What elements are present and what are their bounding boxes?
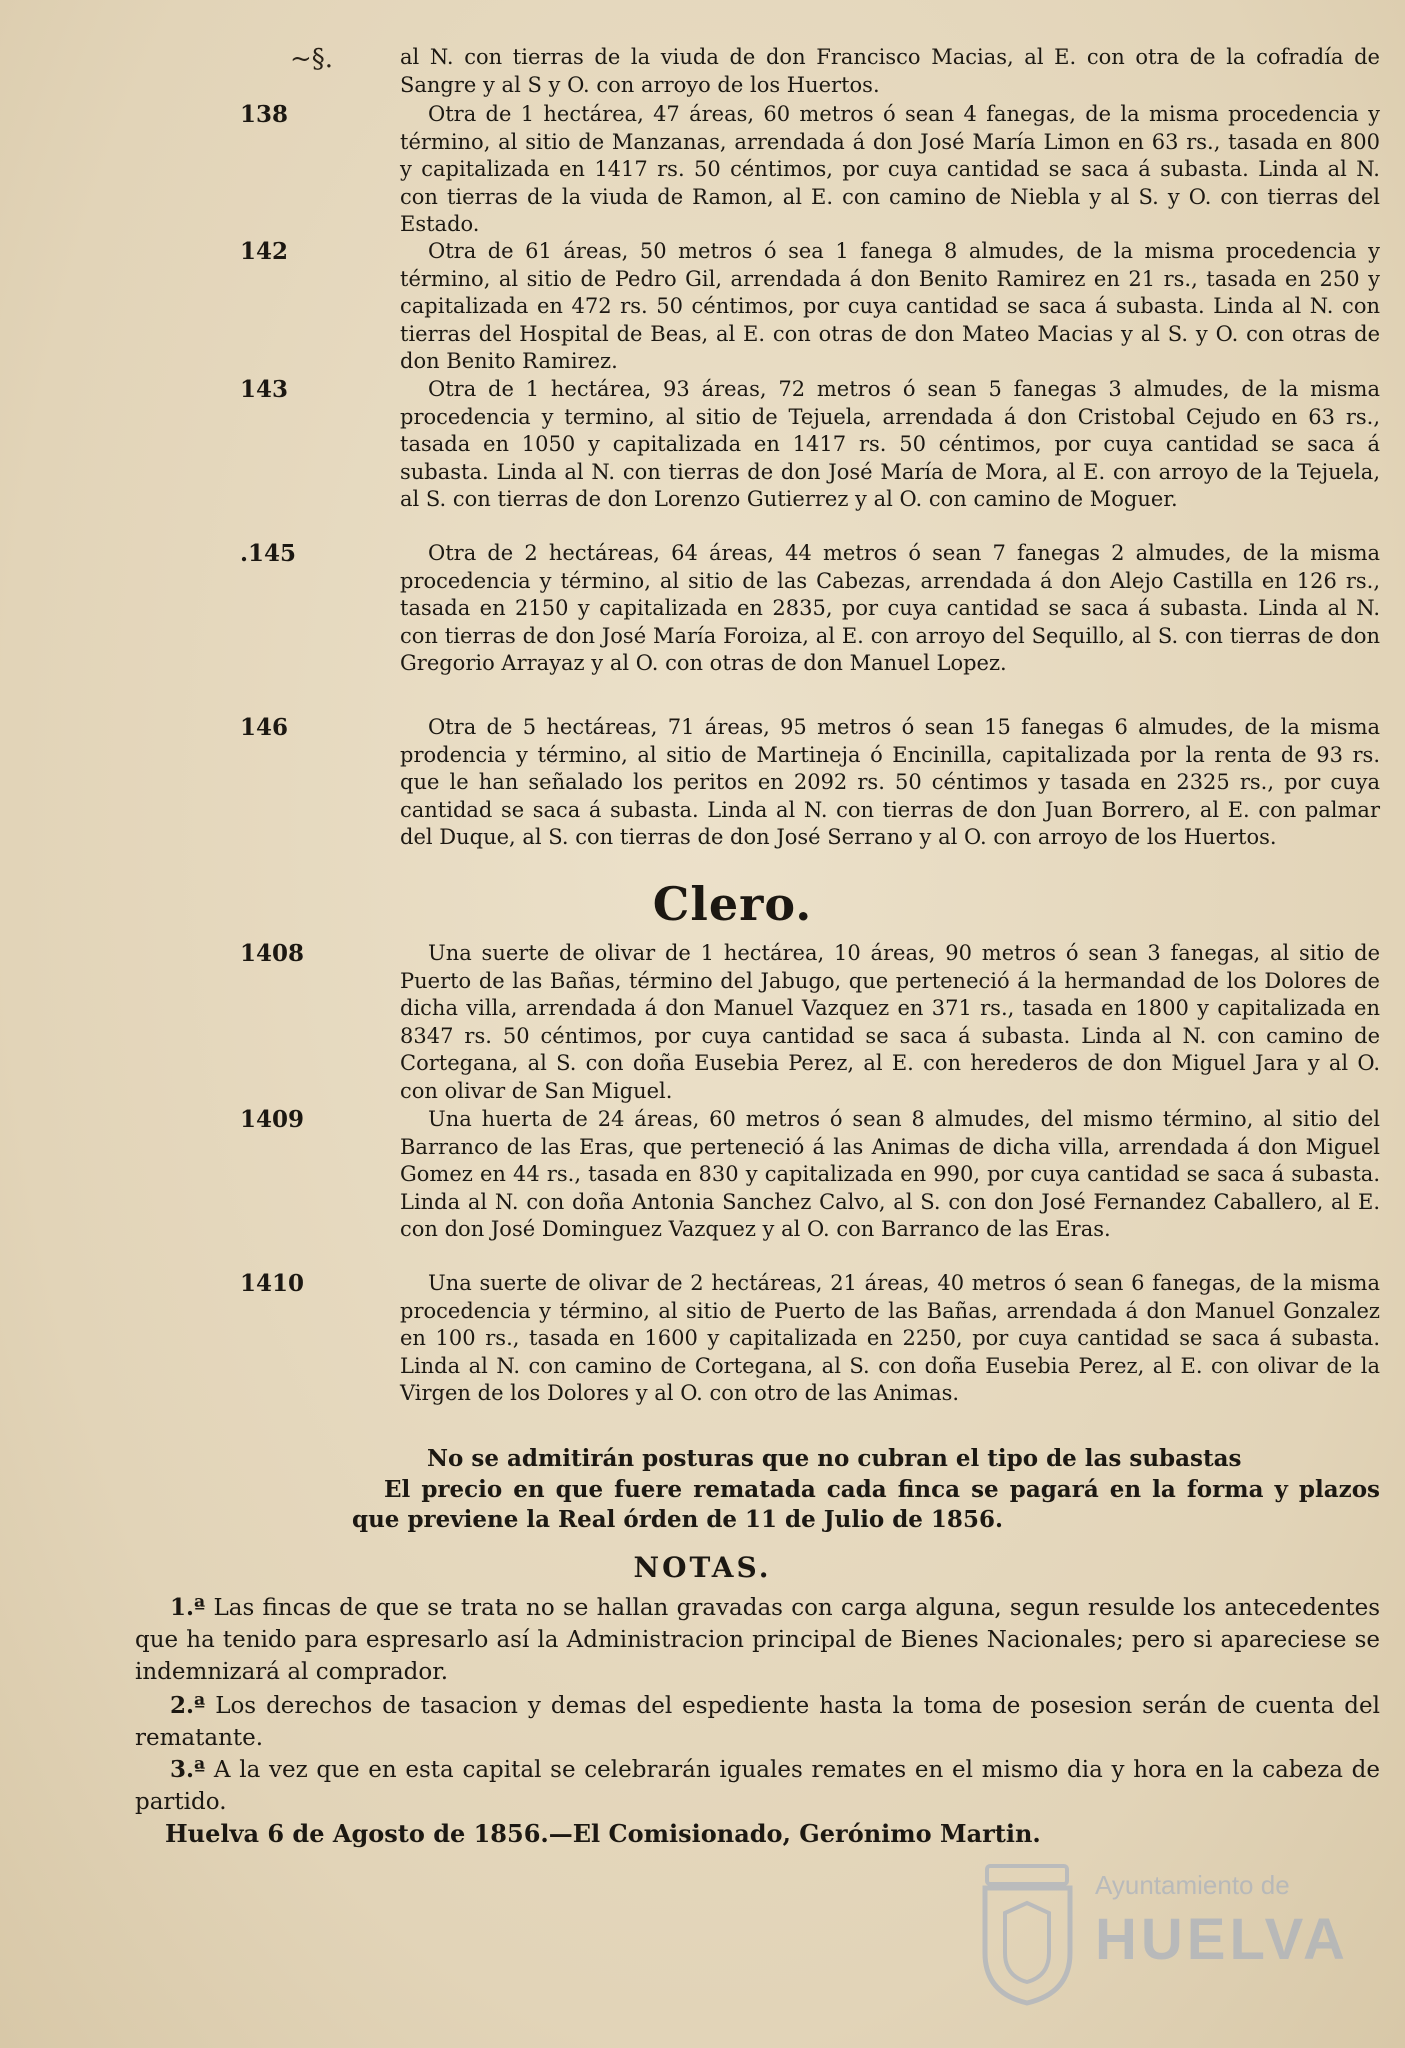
note-1 — [135, 1592, 1380, 1688]
note-2 — [135, 1690, 1380, 1754]
note-number: 3.ª — [170, 1756, 206, 1783]
note-text: Los derechos de tasacion y demas del espediente hasta la toma de posesion serán de cuenta del rematante. — [135, 1693, 1380, 1751]
note-text: Las fincas de que se trata no se hallan gravadas con carga alguna, segun resulde los antecedentes que ha tenido para espresarlo así la Administracion principal de Bienes Nacionales; pero si apareciese se indemnizará al comprador. — [135, 1595, 1381, 1685]
entry-number: 146 — [240, 714, 289, 741]
entry-text: Otra de 61 áreas, 50 metros ó sea 1 fanega 8 almudes, de la misma procedencia y término, al sitio de Pedro Gil, arrendada á don Benito Ramirez en 21 rs., tasada en 250 y capitalizada en 472 rs. 50 céntimos, por cuya cantidad se saca á subasta. Linda al N. con tierras del Hospital de Beas, al E. con otras de don Mateo Macias y al S. y O. con otras de don Benito Ramirez. — [400, 239, 1380, 373]
watermark-big-text: HUELVA — [1095, 1907, 1349, 1972]
note-number: 2.ª — [170, 1692, 206, 1719]
entry-138 — [240, 101, 1380, 239]
entry-number: 143 — [240, 376, 289, 403]
notes-title: NOTAS. — [633, 1551, 772, 1584]
entry-143 — [240, 376, 1380, 514]
entry-number: 1409 — [240, 1106, 305, 1133]
note-text: A la vez que en esta capital se celebrarán iguales remates en el mismo dia y hora en la cabeza de partido. — [135, 1757, 1380, 1815]
signature: Huelva 6 de Agosto de 1856.—El Comisionado, Gerónimo Martin. — [165, 1819, 1041, 1848]
entry-146 — [240, 714, 1380, 852]
entry-text: Una suerte de olivar de 2 hectáreas, 21 áreas, 40 metros ó sean 6 fanegas, de la misma procedencia y término, al sitio de Puerto de las Bañas, arrendada á don Manuel Gonzalez en 100 rs., tasada en 1600 y capitalizada en 2250, por cuya cantidad se saca á subasta. Linda al N. con camino de Cortegana, al S. con doña Eusebia Perez, al E. con olivar de la Virgen de los Dolores y al O. con otro de las Animas. — [400, 1271, 1380, 1405]
entry-text: Una suerte de olivar de 1 hectárea, 10 áreas, 90 metros ó sean 3 fanegas, al sitio de Puerto de las Bañas, término del Jabugo, que perteneció á la hermandad de los Dolores de dicha villa, arrendada á don Manuel Vazquez en 371 rs., tasada en 1800 y capitalizada en 8347 rs. 50 céntimos, por cuya cantidad se saca á subasta. Linda al N. con camino de Cortegana, al S. con doña Eusebia Perez, al E. con herederos de don Miguel Jara y al O. con olivar de San Miguel. — [400, 941, 1380, 1103]
closing-line-1: No se admitirán posturas que no cubran el tipo de las subastas — [427, 1445, 1242, 1472]
intro-entry — [240, 44, 1380, 99]
entry-145 — [240, 540, 1380, 678]
shield-emblem-icon — [975, 1858, 1080, 2008]
section-title: Clero. — [652, 877, 813, 931]
entry-number: 1408 — [240, 940, 305, 967]
entry-text: Otra de 5 hectáreas, 71 áreas, 95 metros ó sean 15 fanegas 6 almudes, de la misma prodencia y término, al sitio de Martineja ó Encinilla, capitalizada por la renta de 93 rs. que le han señalado los peritos en 2092 rs. 50 céntimos y tasada en 2325 rs., por cuya cantidad se saca á subasta. Linda al N. con tierras de don Juan Borrero, al E. con palmar del Duque, al S. con tierras de don José Serrano y al O. con arroyo de los Huertos. — [400, 715, 1380, 849]
entry-1408 — [240, 940, 1380, 1105]
closing-line-2: El precio en que fuere rematada cada finca se pagará en la forma y plazos que previene la Real órden de 11 de Julio de 1856. — [352, 1476, 1380, 1533]
entry-number: 1410 — [240, 1270, 305, 1297]
archive-watermark — [975, 1858, 1349, 2008]
note-3 — [135, 1754, 1380, 1818]
entry-1410 — [240, 1270, 1380, 1408]
entry-text: Otra de 1 hectárea, 47 áreas, 60 metros ó sean 4 fanegas, de la misma procedencia y término, al sitio de Manzanas, arrendada á don José María Limon en 63 rs., tasada en 800 y capitalizada en 1417 rs. 50 céntimos, por cuya cantidad se saca á subasta. Linda al N. con tierras de la viuda de Ramon, al E. con camino de Niebla y al S. y O. con tierras del Estado. — [400, 102, 1380, 236]
entry-number: .145 — [240, 540, 297, 567]
entry-142 — [240, 238, 1380, 376]
header-mark: ~§. — [290, 44, 334, 74]
entry-1409 — [240, 1106, 1380, 1244]
intro-text: al N. con tierras de la viuda de don Francisco Macias, al E. con otra de la cofradía de Sangre y al S y O. con arroyo de los Huertos. — [400, 45, 1380, 97]
entry-text: Otra de 2 hectáreas, 64 áreas, 44 metros ó sean 7 fanegas 2 almudes, de la misma procedencia y término, al sitio de las Cabezas, arrendada á don Alejo Castilla en 126 rs., tasada en 2150 y capitalizada en 2835, por cuya cantidad se saca á subasta. Linda al N. con tierras de don José María Foroiza, al E. con arroyo del Sequillo, al S. con tierras de don Gregorio Arrayaz y al O. con otras de don Manuel Lopez. — [400, 541, 1380, 675]
entry-text: Otra de 1 hectárea, 93 áreas, 72 metros ó sean 5 fanegas 3 almudes, de la misma procedencia y termino, al sitio de Tejuela, arrendada á don Cristobal Cejudo en 63 rs., tasada en 1050 y capitalizada en 1417 rs. 50 céntimos, por cuya cantidad se saca á subasta. Linda al N. con tierras de don José María de Mora, al E. con arroyo de la Tejuela, al S. con tierras de don Lorenzo Gutierrez y al O. con camino de Moguer. — [400, 377, 1380, 511]
note-number: 1.ª — [170, 1594, 206, 1621]
entry-number: 138 — [240, 101, 289, 128]
entry-text: Una huerta de 24 áreas, 60 metros ó sean 8 almudes, del mismo término, al sitio del Barranco de las Eras, que perteneció á las Animas de dicha villa, arrendada á don Miguel Gomez en 44 rs., tasada en 830 y capitalizada en 990, por cuya cantidad se saca á subasta. Linda al N. con doña Antonia Sanchez Calvo, al S. con don José Fernandez Caballero, al E. con don José Dominguez Vazquez y al O. con Barranco de las Eras. — [400, 1107, 1380, 1241]
entry-number: 142 — [240, 238, 289, 265]
watermark-small-text: Ayuntamiento de — [1095, 1870, 1290, 1900]
